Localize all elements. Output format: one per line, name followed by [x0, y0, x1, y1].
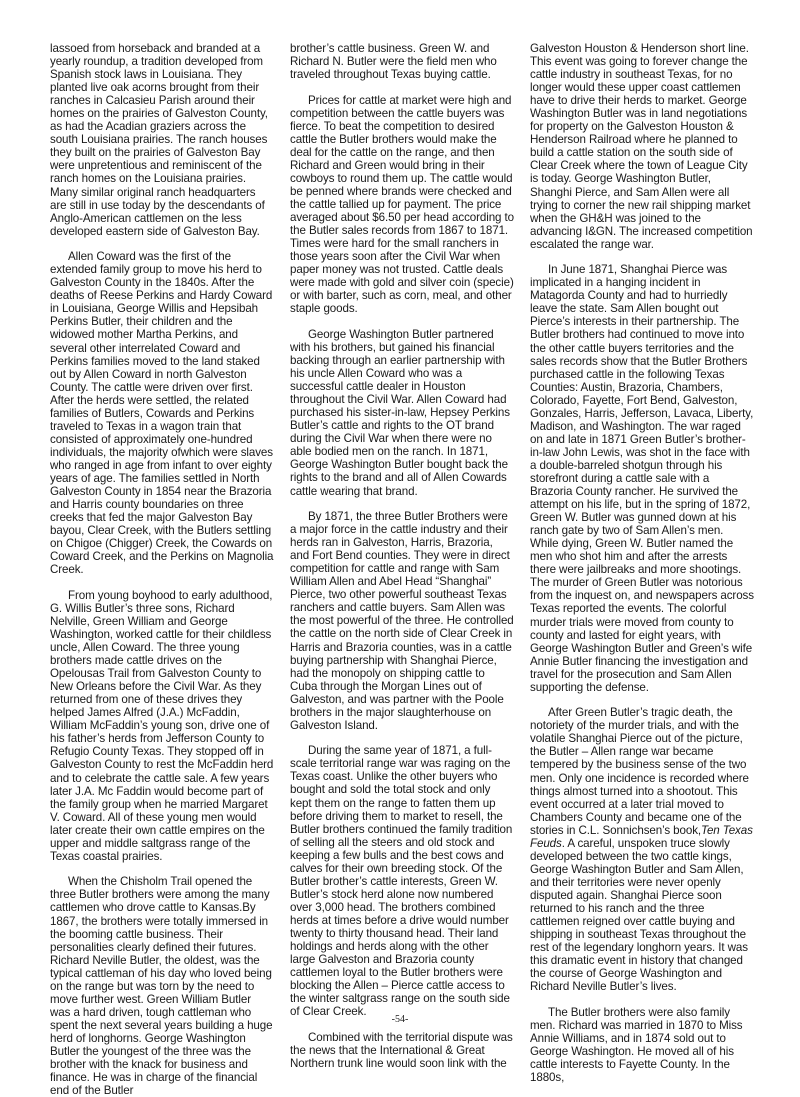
paragraph: The Butler brothers were also family men. Richard was married in 1870 to Miss Annie Williams, and in 1874 sold out to George Washington. He moved all of his cattle interests to Fayette County. In the 1880s, [530, 1005, 743, 1085]
paragraph: By 1871, the three Butler Brothers were a major force in the cattle industry and their herds ran in Galveston, Harris, Brazoria, and Fort Bend counties. They were in direct competition for cattle and range with Sam William Allen and Abel Head “Shanghai” Pierce, two other powerful southeast Texas ranchers and cattle buyers. Sam Allen was the most powerful of the three. He controlled the cattle on the north side of Clear Creek in Harris and Brazoria counties, was in a cattle buying partnership with Shanghai Pierce, had the monopoly on shipping cattle to Cuba through the Morgan Lines out of Galveston, and was partner with the Poole brothers in the major slaughterhouse on Galveston Island. [290, 510, 514, 732]
paragraph-text: After Green Butler’s tragic death, the notoriety of the murder trials, and with the volatile Shanghai Pierce out of the picture, the Butler – Allen range war became tempered by the business sense of the two men. Only one incidence is recorded where things almost turned into a shootout. This event occurred at a later trial moved to Chambers County and became one of the stories in C.L. Sonnichsen’s book, [530, 706, 749, 837]
paragraph: After Green Butler’s tragic death, the notoriety of the murder trials, and with the volatile Shanghai Pierce out of the picture, the Butler – Allen range war became tempered by the business sense of the two men. Only one incidence is recorded where things almost turned into a shootout. This event occurred at a later trial moved to Chambers County and became one of the stories in C.L. Sonnichsen’s book,Ten Texas Feuds. A careful, unspoken truce slowly developed between the two cattle kings, George Washington Butler and Sam Allen, and their territories were never openly disputed again. Shanghai Pierce soon returned to his ranch and the three cattlemen reigned over cattle buying and shipping in southeast Texas throughout the rest of the legendary longhorn years. It was this dramatic event in history that changed the course of George Washington and Richard Neville Butler’s lives. [530, 706, 753, 994]
article-body [50, 42, 765, 1097]
paragraph-text: A careful, unspoken truce slowly developed between the two cattle kings, George Washington Butler and Sam Allen, and their territories were never openly disputed again. Shanghai Pierce soon returned to his ranch and the three cattlemen reigned over cattle buying and shipping in southeast Texas throughout the rest of the legendary longhorn years. It was this dramatic event in history that changed the course of George Washington and Richard Neville Butler’s lives. [530, 836, 748, 994]
paragraph: When the Chisholm Trail opened the three Butler brothers were among the many cattlemen who drove cattle to Kansas.By 1867, the brothers were totally immersed in the booming cattle business. Their personalities clearly defined their futures. Richard Neville Butler, the oldest, was the typical cattleman of his day who loved being on the range but was torn by the need to move further west. Green William Butler was a hard driven, tough cattleman who spent the next several years building a huge herd of longhorns. George Washington Butler the youngest of the three was the brother with the knack for business and finance. He was in charge of the financial end of the Butler [50, 875, 273, 1097]
paragraph: George Washington Butler partnered with his brothers, but gained his financial backing through an earlier partnership with his uncle Allen Coward who was a successful cattle dealer in Houston throughout the Civil War. Allen Coward had purchased his sister-in-law, Hepsey Perkins Butler’s cattle and rights to the OT brand during the Civil War when there were no able bodied men on the ranch. In 1871, George Washington Butler bought back the rights to the brand and all of Allen Cowards cattle wearing that brand. [290, 327, 510, 498]
text-column-1 [50, 42, 274, 1097]
paragraph: During the same year of 1871, a full-scale territorial range war was raging on the Texas coast. Unlike the other buyers who bought and sold the total stock and only kept them on the range to fatten them up before driving them to market to resell, the Butler brothers continued the family tradition of selling all the steers and old stock and keeping a few bulls and the best cows and calves for their own breeding stock. Of the Butler brother’s cattle interests, Green W. Butler’s stock herd alone now numbered over 3,000 head. The brothers combined herds at times before a drive would number twenty to thirty thousand head. Their land holdings and herds along with the other large Galveston and Brazoria county cattlemen loyal to the Butler brothers were blocking the Allen – Pierce cattle access to the winter saltgrass range on the south side of Clear Creek. [290, 744, 513, 1019]
paragraph: From young boyhood to early adulthood, G. Willis Butler’s three sons, Richard Nelville, Green William and George Washington, worked cattle for their childless uncle, Allen Coward. The three young brothers made cattle drives on the Opelousas Trail from Galveston County to New Orleans before the Civil War. As they returned from one of these drives they helped James Alfred (J.A.) McFaddin, William McFaddin’s young son, drive one of his father’s herds from Jefferson County to Refugio County Texas. They stopped off in Galveston County to rest the McFaddin herd and to celebrate the cattle sale. A few years later J.A. Mc Faddin would become part of the family group when he married Margaret V. Coward. All of these young men would later create their own cattle empires on the upper and middle saltgrass range of the Texas coastal prairies. [50, 588, 274, 863]
book-title: Ten Texas Feuds [530, 823, 753, 850]
paragraph: brother’s cattle business. Green W. and Richard N. Butler were the field men who traveled throughout Texas buying cattle. [290, 42, 497, 82]
paragraph: In June 1871, Shanghai Pierce was implicated in a hanging incident in Matagorda County and had to hurriedly leave the state. Sam Allen bought out Pierce’s interests in their partnership. The Butler brothers had continued to move into the other cattle buyers territories and the sales records show that the Butler Brothers purchased cattle in the following Texas Counties: Austin, Brazoria, Chambers, Colorado, Fayette, Fort Bend, Galveston, Gonzales, Harris, Jefferson, Lavaca, Liberty, Madison, and Washington. The war raged on and late in 1871 Green Butler’s brother-in-law John Lewis, was shot in the face with a double-barreled shotgun through his storefront during a cattle sale with a Brazoria County rancher. He survived the attempt on his life, but in the spring of 1872, Green W. Butler was gunned down at his ranch gate by two of Sam Allen’s men. While dying, Green W. Butler named the men who shot him and after the arrests there were jailbreaks and more shootings. The murder of Green Butler was notorious from the inquest on, and newspapers across Texas reported the events. The colorful murder trials were moved from county to county and lasted for eight years, with George Washington Butler and Green’s wife Annie Butler financing the investigation and travel for the prosecution and Sam Allen supporting the defense. [530, 263, 754, 694]
paragraph: Combined with the territorial dispute was the news that the International & Great Northern trunk line would soon link with the [290, 1030, 513, 1070]
text-column-3 [530, 42, 754, 1097]
paragraph: Prices for cattle at market were high and competition between the cattle buyers was fierce. To beat the competition to desired cattle the Butler brothers would make the deal for the cattle on the range, and then Richard and Green would bring in their cowboys to round them up. The cattle would be penned where brands were checked and the cattle tallied up for payment. The price averaged about $6.50 per head according to the Butler sales records from 1867 to 1871. Times were hard for the small ranchers in those years soon after the Civil War when paper money was not trusted. Cattle deals were made with gold and silver coin (specie) or with barter, such as corn, meal, and other staple goods. [290, 93, 514, 316]
text-column-2 [290, 42, 514, 1097]
paragraph: Galveston Houston & Henderson short line. This event was going to forever change the cattle industry in southeast Texas, for no longer would these upper coast cattlemen have to drive their herds to market. George Washington Butler was in land negotiations for property on the Galveston Houston & Henderson Railroad where he planned to build a cattle station on the south side of Clear Creek where the town of League City is today. George Washington Butler, Shanghi Pierce, and Sam Allen were all trying to corner the new rail shipping market when the GH&H was joined to the advancing I&GN. The increased competition escalated the range war. [530, 42, 753, 251]
page-number: -54- [391, 1014, 409, 1025]
paragraph: lassoed from horseback and branded at a yearly roundup, a tradition developed from Spanish stock laws in Louisiana. They planted live oak acorns brought from their ranches in Calcasieu Parish around their homes on the prairies of Galveston County, as had the Acadian graziers across the south Louisiana prairies. The ranch houses they built on the prairies of Galveston Bay were unpretentious and reminiscent of the ranch homes on the Louisiana prairies. Many similar original ranch headquarters are still in use today by the descendants of Anglo-American cattlemen on the less developed eastern side of Galveston Bay. [50, 42, 268, 238]
paragraph: Allen Coward was the first of the extended family group to move his herd to Galveston County in the 1840s. After the deaths of Reese Perkins and Hardy Coward in Louisiana, George Willis and Hepsibah Perkins Butler, their children and the widowed mother Martha Perkins, and several other interrelated Coward and Perkins families moved to the land staked out by Allen Coward in north Galveston County. The cattle were driven over first. After the herds were settled, the related families of Butlers, Cowards and Perkins traveled to Texas in a wagon train that consisted of approximately one-hundred individuals, the majority ofwhich were slaves who ranged in age from infant to over eighty years of age. The families settled in North Galveston County in 1854 near the Brazoria and Harris county boundaries on three creeks that fed the major Galveston Bay bayou, Clear Creek, with the Butlers settling on Chigoe (Chigger) Creek, the Cowards on Coward Creek, and the Perkins on Magnolia Creek. [50, 250, 274, 577]
